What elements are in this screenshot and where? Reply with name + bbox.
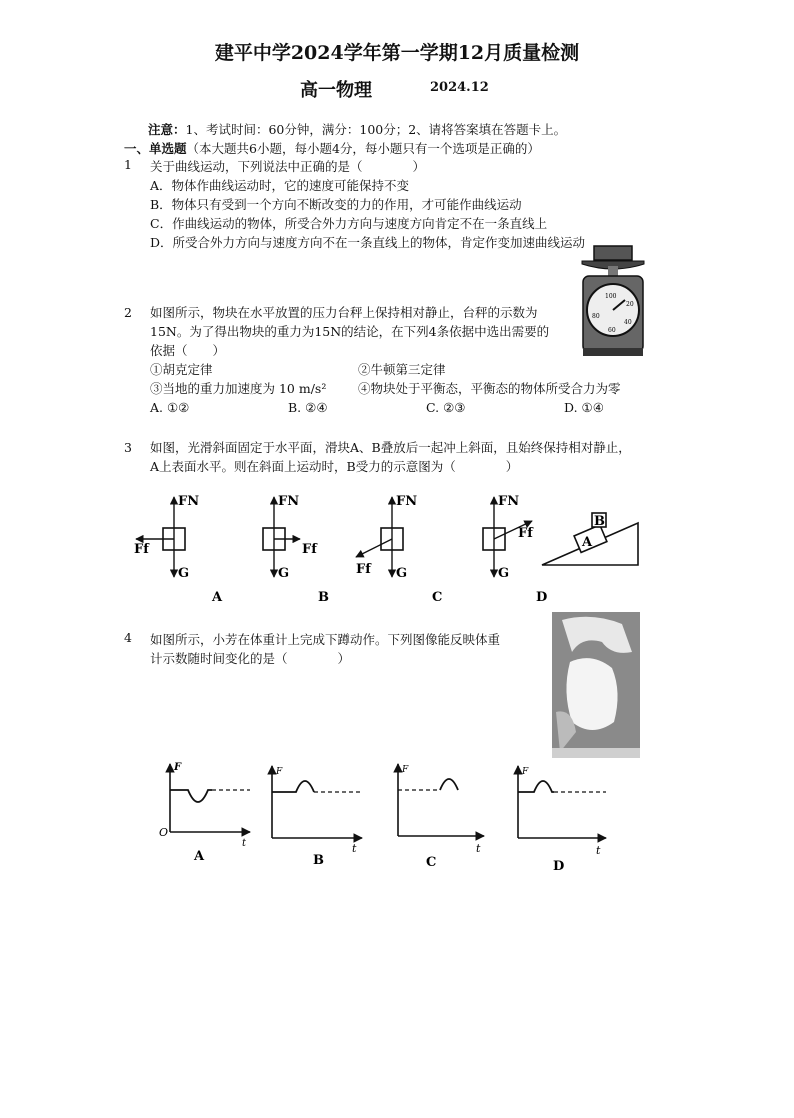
- graph-c-option-label: C: [426, 855, 437, 870]
- q1-number: 1: [124, 157, 132, 172]
- label-fn-a: FN: [178, 494, 200, 509]
- label-ff-b: Ff: [302, 542, 317, 557]
- option-label-c: C: [432, 590, 443, 605]
- q2-choice-d: D. ①④: [564, 400, 604, 415]
- diagram-d: [483, 494, 547, 605]
- photo-caption-strip: [552, 748, 640, 758]
- graph-d-x-label: t: [596, 844, 601, 857]
- diagram-b: [263, 494, 329, 605]
- q1-option-b: B．物体只有受到一个方向不断改变的力的作用，才可能作曲线运动: [150, 197, 522, 212]
- label-fn-c: FN: [396, 494, 418, 509]
- platform-scale-illustration: [578, 244, 648, 359]
- scale-neck: [608, 266, 618, 276]
- graph-d-y-label: F: [522, 767, 529, 777]
- graph-b-x-label: t: [352, 842, 357, 855]
- q2-basis-2: ②牛顿第三定律: [358, 362, 446, 377]
- option-label-b: B: [318, 590, 329, 605]
- label-ff-c: Ff: [356, 562, 371, 577]
- q3-stem-line-2: A上表面水平。则在斜面上运动时，B受力的示意图为（ ）: [150, 459, 519, 474]
- graph-a-curve: [170, 790, 212, 802]
- photo-figure: [566, 658, 617, 730]
- q3-number: 3: [124, 440, 132, 455]
- q2-basis-1: ①胡克定律: [150, 362, 213, 377]
- q2-choice-c: C. ②③: [426, 400, 466, 415]
- exam-title: 建平中学2024学年第一学期12月质量检测: [214, 42, 580, 64]
- graph-a-option-label: A: [194, 849, 205, 864]
- q4-graphs: [150, 760, 620, 875]
- graph-b-y-label: F: [276, 767, 283, 777]
- q4-stem-line-2: 计示数随时间变化的是（ ）: [150, 651, 351, 666]
- label-g-a: G: [178, 566, 190, 581]
- scale-mark-100: 100: [605, 293, 617, 300]
- q1-option-c: C．作曲线运动的物体，所受合外力方向与速度方向肯定不在一条直线上: [150, 216, 548, 231]
- notes-label: 注意：: [148, 122, 186, 137]
- q4-stem-line-1: 如图所示，小芳在体重计上完成下蹲动作。下列图像能反映体重: [150, 632, 501, 647]
- graph-d-option-label: D: [553, 859, 565, 874]
- q1-stem: 关于曲线运动，下列说法中正确的是（ ）: [150, 159, 426, 174]
- friction-arrow-c: [356, 539, 392, 557]
- graph-c-curve: [440, 779, 458, 790]
- section-title: 一、单选题: [124, 141, 187, 156]
- label-g-d: G: [498, 566, 510, 581]
- q3-stem-line-1: 如图，光滑斜面固定于水平面，滑块A、B叠放后一起冲上斜面，且始终保持相对静止，: [150, 440, 631, 455]
- graph-a: [159, 762, 250, 864]
- graph-a-x-label: t: [242, 838, 247, 849]
- label-ff-d: Ff: [518, 526, 533, 541]
- notes-line: [148, 120, 566, 138]
- q2-choice-b: B. ②④: [288, 400, 328, 415]
- option-label-d: D: [536, 590, 548, 605]
- q2-stem-line-1: 如图所示，物块在水平放置的压力台秤上保持相对静止，台秤的示数为: [150, 305, 538, 320]
- section-heading: [124, 139, 540, 157]
- graph-c-y-label: F: [402, 765, 409, 775]
- graph-b-curve: [272, 781, 314, 792]
- q2-stem-line-3: 依据（ ）: [150, 343, 226, 358]
- graph-a-origin: O: [159, 826, 169, 839]
- graph-b-option-label: B: [313, 853, 324, 868]
- scale-block: [594, 246, 632, 260]
- block-a-label: A: [582, 535, 593, 550]
- label-fn-d: FN: [498, 494, 520, 509]
- scale-mark-60: 60: [608, 327, 616, 334]
- q3-force-diagrams: [120, 485, 650, 610]
- label-fn-b: FN: [278, 494, 300, 509]
- section-desc: （本大题共6小题，每小题4分，每小题只有一个选项是正确的）: [186, 141, 540, 156]
- scale-mark-40: 40: [624, 319, 632, 326]
- q2-basis-3: ③当地的重力加速度为 10 m/s²: [150, 381, 327, 396]
- diagram-c: [356, 494, 442, 605]
- q1-option-d: D．所受合外力方向与速度方向不在一条直线上的物体，肯定作变加速曲线运动: [150, 235, 586, 250]
- option-label-a: A: [212, 590, 223, 605]
- label-g-c: G: [396, 566, 408, 581]
- q2-number: 2: [124, 305, 132, 320]
- exam-date: 2024.12: [430, 80, 489, 95]
- block-b-label: B: [594, 514, 605, 529]
- scale-mark-80: 80: [592, 313, 600, 320]
- graph-c-x-label: t: [476, 842, 481, 855]
- graph-d: [518, 766, 606, 874]
- label-g-b: G: [278, 566, 290, 581]
- squat-photo: [552, 612, 640, 758]
- graph-a-y-label: F: [174, 762, 182, 773]
- diagram-a: [134, 494, 223, 605]
- incline-setup: [542, 513, 638, 565]
- q2-basis-4: ④物块处于平衡态，平衡态的物体所受合力为零: [358, 381, 621, 396]
- subject-title: 高一物理: [300, 80, 372, 101]
- graph-c: [398, 764, 484, 870]
- q1-option-a: A．物体作曲线运动时，它的速度可能保持不变: [150, 178, 410, 193]
- notes-text: 1、考试时间：60分钟，满分：100分；2、请将答案填在答题卡上。: [185, 122, 567, 137]
- q4-number: 4: [124, 630, 132, 645]
- graph-d-curve: [518, 781, 554, 792]
- q2-choice-a: A. ①②: [150, 400, 190, 415]
- q2-stem-line-2: 15N。为了得出物块的重力为15N的结论，在下列4条依据中选出需要的: [150, 324, 550, 339]
- graph-b: [272, 766, 362, 868]
- scale-base: [583, 348, 643, 356]
- scale-mark-20: 20: [626, 301, 634, 308]
- label-ff-a: Ff: [134, 542, 149, 557]
